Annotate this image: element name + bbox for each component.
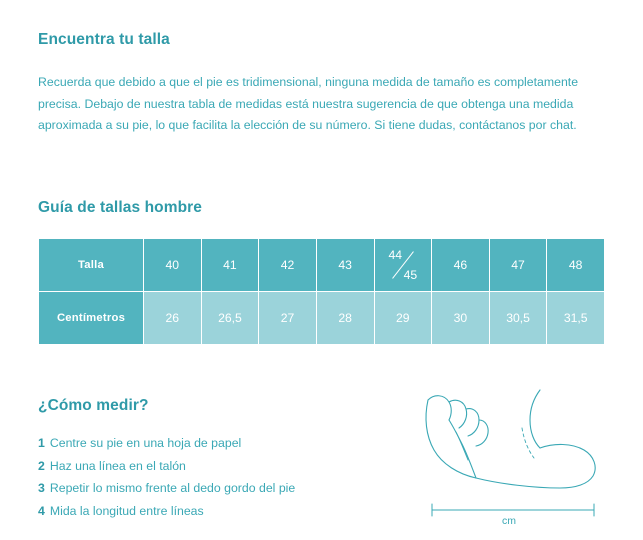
page-title: Encuentra tu talla — [38, 31, 170, 48]
table-row-header-talla: Talla — [39, 239, 144, 292]
table-cell-cm-6: 30,5 — [489, 292, 547, 345]
measure-unit-label: cm — [502, 515, 516, 527]
step-number: 4 — [38, 503, 45, 518]
step-number: 3 — [38, 481, 45, 495]
table-row-header-centimetros: Centímetros — [39, 292, 144, 345]
size-guide-heading: Guía de tallas hombre — [38, 199, 203, 216]
step-text: Haz una línea en el talón — [49, 458, 186, 473]
split-size-top: 44 — [388, 248, 403, 262]
foot-outline-icon — [404, 388, 614, 528]
step-number: 2 — [38, 458, 45, 473]
split-size-bottom: 45 — [403, 268, 418, 282]
table-row — [39, 239, 605, 292]
how-to-measure-heading: ¿Cómo medir? — [38, 397, 149, 414]
list-item — [38, 477, 418, 500]
table-cell-cm-4: 29 — [374, 292, 432, 345]
table-cell-cm-2: 27 — [259, 292, 317, 345]
table-cell-size-41: 41 — [201, 239, 259, 292]
table-cell-size-46: 46 — [432, 239, 490, 292]
intro-paragraph: Recuerda que debido a que el pie es tridimensional, ninguna medida de tamaño es completamente precisa. Debajo de nuestra tabla de medidas está nuestra sugerencia de que obtenga una medida aproximada a su pie, lo que facilita la elección de su número. Si tiene dudas, contáctanos por chat. — [38, 75, 579, 133]
table-cell-cm-5: 30 — [432, 292, 490, 345]
table-cell-cm-7: 31,5 — [547, 292, 605, 345]
list-item — [38, 455, 418, 478]
step-text: Repetir lo mismo frente al dedo gordo del pie — [49, 481, 296, 495]
step-text: Mida la longitud entre líneas — [49, 503, 204, 518]
table-cell-cm-0: 26 — [144, 292, 202, 345]
measure-steps-list — [38, 432, 418, 522]
table-cell-size-42: 42 — [259, 239, 317, 292]
table-cell-size-48: 48 — [547, 239, 605, 292]
table-cell-size-44-45 — [374, 239, 432, 292]
table-cell-size-47: 47 — [489, 239, 547, 292]
step-number: 1 — [38, 436, 45, 450]
table-cell-size-43: 43 — [316, 239, 374, 292]
table-cell-cm-1: 26,5 — [201, 292, 259, 345]
table-row — [39, 292, 605, 345]
size-chart-table — [38, 238, 605, 345]
table-cell-cm-3: 28 — [316, 292, 374, 345]
list-item — [38, 500, 418, 523]
list-item — [38, 432, 418, 455]
table-cell-size-40: 40 — [144, 239, 202, 292]
step-text: Centre su pie en una hoja de papel — [49, 436, 242, 450]
foot-measure-illustration — [404, 388, 614, 528]
